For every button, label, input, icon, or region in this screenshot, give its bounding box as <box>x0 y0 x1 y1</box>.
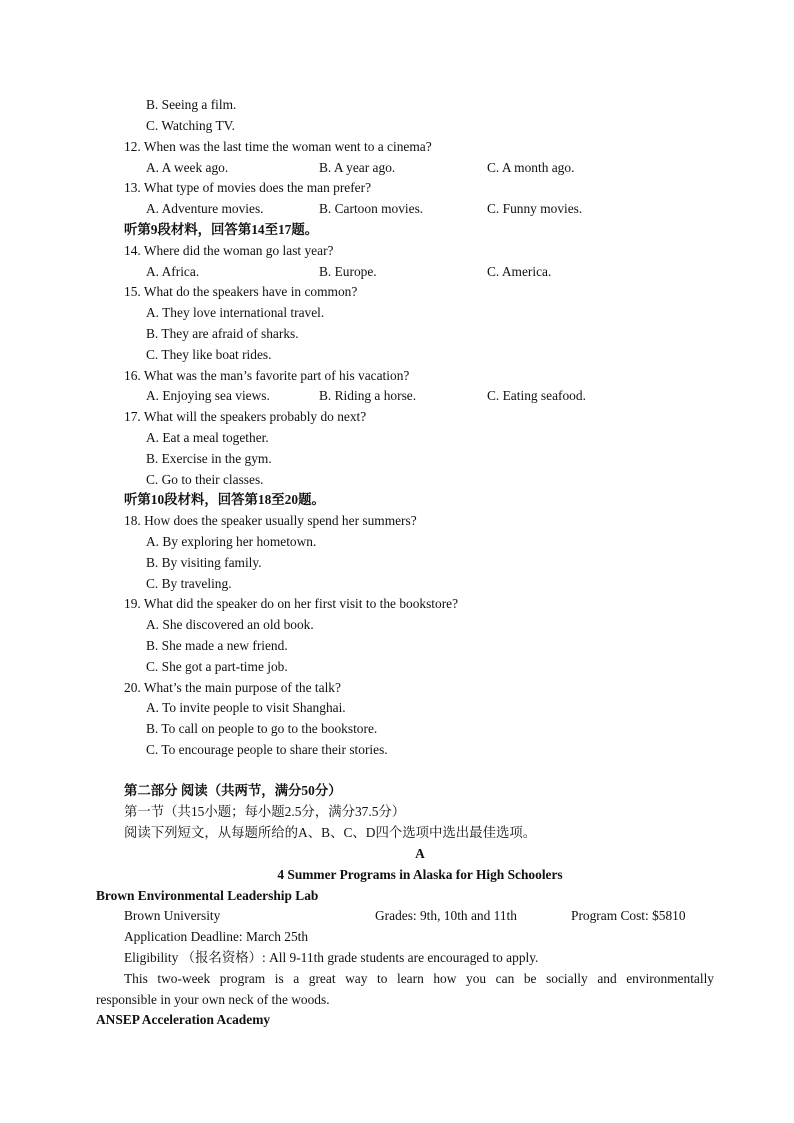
q15-option-a: A. They love international travel. <box>146 305 325 320</box>
q12-option-c: C. A month ago. <box>487 160 575 175</box>
q12-option-b: B. A year ago. <box>319 160 396 175</box>
reading-instructions: 阅读下列短文，从每题所给的A、B、C、D四个选项中选出最佳选项。 <box>124 825 537 840</box>
program-1-cost: Program Cost: $5810 <box>571 908 686 923</box>
q18-option-a: A. By exploring her hometown. <box>146 534 317 549</box>
q16-option-a: A. Enjoying sea views. <box>146 388 270 403</box>
program-2-name: ANSEP Acceleration Academy <box>96 1012 271 1027</box>
passage-title: 4 Summer Programs in Alaska for High Schoolers <box>277 867 563 882</box>
q14-option-a: A. Africa. <box>146 264 200 279</box>
q17-option-a: A. Eat a meal together. <box>146 430 269 445</box>
q20-option-a: A. To invite people to visit Shanghai. <box>146 700 346 715</box>
q19-option-a: A. She discovered an old book. <box>146 617 314 632</box>
section-9-heading: 听第9段材料，回答第14至17题。 <box>124 222 319 237</box>
program-1-description-line-2: responsible in your own neck of the woods. <box>96 992 330 1007</box>
q14-option-c: C. America. <box>487 264 552 279</box>
passage-letter: A <box>415 846 425 861</box>
q15-option-b: B. They are afraid of sharks. <box>146 326 299 341</box>
q18-option-c: C. By traveling. <box>146 576 232 591</box>
q17-option-b: B. Exercise in the gym. <box>146 451 272 466</box>
q20-option-c: C. To encourage people to share their stories. <box>146 742 388 757</box>
q20-stem: 20. What’s the main purpose of the talk? <box>124 680 341 695</box>
q19-stem: 19. What did the speaker do on her first visit to the bookstore? <box>124 596 459 611</box>
program-1-grades: Grades: 9th, 10th and 11th <box>375 908 517 923</box>
q12-option-a: A. A week ago. <box>146 160 229 175</box>
q13-stem: 13. What type of movies does the man prefer? <box>124 180 372 195</box>
reading-section-heading: 第一节（共15小题；每小题2.5分，满分37.5分） <box>124 804 406 819</box>
section-10-heading: 听第10段材料，回答第18至20题。 <box>124 492 325 507</box>
q18-option-b: B. By visiting family. <box>146 555 262 570</box>
q13-option-a: A. Adventure movies. <box>146 201 264 216</box>
q16-option-c: C. Eating seafood. <box>487 388 586 403</box>
program-1-description-line-1: This two-week program is a great way to learn how you can be socially and environmentally <box>124 971 714 986</box>
program-1-eligibility: Eligibility （报名资格）: All 9-11th grade students are encouraged to apply. <box>124 950 539 965</box>
q13-option-b: B. Cartoon movies. <box>319 201 424 216</box>
q20-option-b: B. To call on people to go to the bookstore. <box>146 721 378 736</box>
q16-option-b: B. Riding a horse. <box>319 388 417 403</box>
q12-stem: 12. When was the last time the woman went to a cinema? <box>124 139 432 154</box>
q11-option-b: B. Seeing a film. <box>146 97 237 112</box>
reading-part-heading: 第二部分 阅读（共两节，满分50分） <box>124 783 342 798</box>
q14-option-b: B. Europe. <box>319 264 377 279</box>
q16-stem: 16. What was the man’s favorite part of his vacation? <box>124 368 410 383</box>
q13-option-c: C. Funny movies. <box>487 201 583 216</box>
q15-stem: 15. What do the speakers have in common? <box>124 284 358 299</box>
q14-stem: 14. Where did the woman go last year? <box>124 243 334 258</box>
q11-option-c: C. Watching TV. <box>146 118 235 133</box>
q15-option-c: C. They like boat rides. <box>146 347 272 362</box>
program-1-deadline: Application Deadline: March 25th <box>124 929 309 944</box>
q19-option-b: B. She made a new friend. <box>146 638 288 653</box>
program-1-name: Brown Environmental Leadership Lab <box>96 888 319 903</box>
q18-stem: 18. How does the speaker usually spend her summers? <box>124 513 417 528</box>
program-1-university: Brown University <box>124 908 221 923</box>
q17-option-c: C. Go to their classes. <box>146 472 264 487</box>
q17-stem: 17. What will the speakers probably do next? <box>124 409 367 424</box>
q19-option-c: C. She got a part-time job. <box>146 659 288 674</box>
